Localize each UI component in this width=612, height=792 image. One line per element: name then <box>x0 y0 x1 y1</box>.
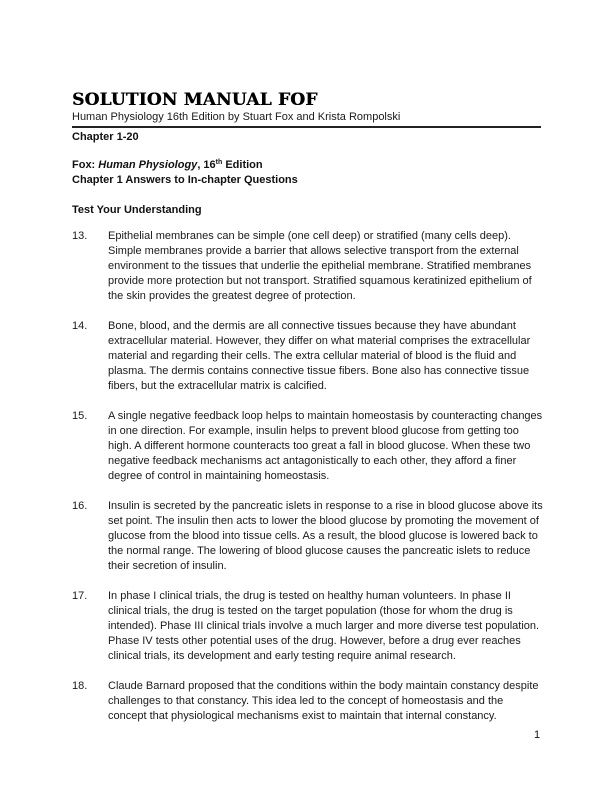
answer-text: Epithelial membranes can be simple (one cell deep) or stratified (many cells deep). Simple membranes provide a barrier that allows selective transport from the external environment to the tissues that underlie the epithelial membrane. Stratified membranes provide more protection but not transport. Stratified squamous keratinized epithelium of the skin provides the greatest degree of protection. <box>108 230 532 302</box>
answer-number: 15. <box>72 410 88 422</box>
answer-text: A single negative feedback loop helps to maintain homeostasis by counteracting changes in one direction. For example, insulin helps to prevent blood glucose from getting too high. A different hormone counteracts too great a fall in blood glucose. When these two negative feedback mechanisms act antagonistically to each other, they afford a finer degree of control in maintaining homeostasis. <box>108 410 543 482</box>
answer-number: 17. <box>72 590 88 602</box>
answer-item <box>72 409 544 484</box>
answer-text: Insulin is secreted by the pancreatic islets in response to a rise in blood glucose above its set point. The insulin then acts to lower the blood glucose by promoting the movement of glucose from the blood into tissue cells. As a result, the blood glucose is lowered back to the normal range. The lowering of blood glucose causes the pancreatic islets to reduce their secretion of insulin. <box>108 500 543 572</box>
chapter-heading: Chapter 1 Answers to In-chapter Questions <box>72 174 298 186</box>
answer-item <box>72 319 544 394</box>
answer-item <box>72 499 544 574</box>
author-prefix: Fox: <box>72 159 99 171</box>
section-heading: Test Your Understanding <box>72 204 202 216</box>
book-title: Human Physiology <box>98 159 198 171</box>
answer-item <box>72 229 544 304</box>
answer-text: Claude Barnard proposed that the conditions within the body maintain constancy despite challenges to that constancy. This idea led to the concept of homeostasis and the concept that physiological mechanisms exist to maintain that internal constancy. <box>108 680 539 722</box>
answer-number: 18. <box>72 680 88 692</box>
edition-suffix: Edition <box>222 159 263 171</box>
answer-item <box>72 679 544 724</box>
answer-text: Bone, blood, and the dermis are all connective tissues because they have abundant extracellular material. However, they differ on what material comprises the extracellular material and regarding their cells. The extra cellular material of blood is the fluid and plasma. The dermis contains connective tissue fibers. Bone also has connective tissue fibers, but the extracellular matrix is calcified. <box>108 320 531 392</box>
document-title: SOLUTION MANUAL FOF <box>72 90 318 110</box>
answer-number: 14. <box>72 320 88 332</box>
document-subtitle: Human Physiology 16th Edition by Stuart Fox and Krista Rompolski <box>72 111 401 123</box>
answer-item <box>72 589 544 664</box>
header-divider <box>72 126 541 128</box>
edition-number: , 16 <box>197 159 216 171</box>
answer-list <box>72 229 544 739</box>
chapter-range: Chapter 1-20 <box>72 131 139 143</box>
page-number: 1 <box>534 729 541 741</box>
answer-text: In phase I clinical trials, the drug is tested on healthy human volunteers. In phase II clinical trials, the drug is tested on the target population (those for whom the drug is intended). Phase III clinical trials involve a much larger and more diverse test population. Phase IV tests other potential uses of the drug. However, before a drug ever reaches clinical trials, its development and early testing require animal research. <box>108 590 540 662</box>
answer-number: 16. <box>72 500 88 512</box>
edition-superscript: th <box>215 159 223 166</box>
book-edition-line <box>72 158 263 172</box>
answer-number: 13. <box>72 230 88 242</box>
